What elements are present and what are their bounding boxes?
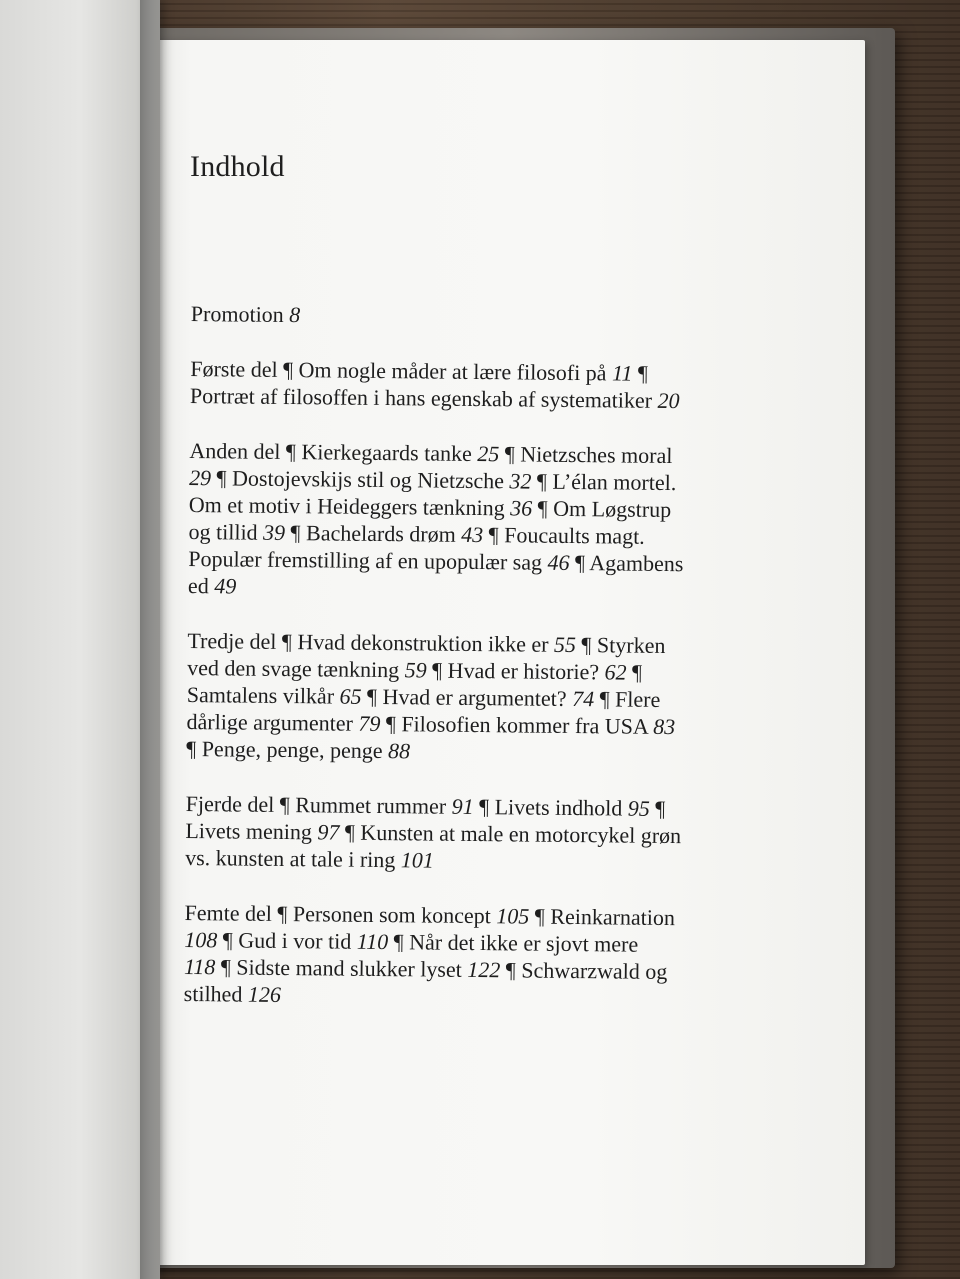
toc-entry — [188, 437, 720, 605]
toc-text: ¶ Reinkarnation — [529, 903, 676, 931]
toc-text: Femte del ¶ Personen som koncept — [184, 899, 497, 929]
toc-entry — [184, 899, 715, 1013]
toc-text: ¶ Livets indhold — [473, 793, 628, 821]
page-number: 39 — [263, 519, 286, 545]
page-number: 49 — [214, 573, 237, 599]
toc-entry — [191, 300, 721, 333]
page-number: 91 — [451, 793, 474, 819]
toc-text: Anden del ¶ Kierkegaards tanke — [189, 437, 478, 467]
page-number: 20 — [657, 387, 680, 414]
toc-text: ¶ Flere — [594, 686, 661, 712]
page-number: 108 — [184, 926, 218, 953]
page-number: 88 — [387, 738, 411, 764]
toc-text: ved den svage tænkning — [187, 654, 405, 683]
page-number: 32 — [509, 468, 532, 494]
page-number: 95 — [627, 795, 650, 821]
toc-text: ¶ — [649, 795, 666, 821]
page-number: 62 — [604, 659, 627, 685]
page-number: 43 — [461, 521, 484, 548]
toc-text: ¶ Foucaults magt. — [483, 522, 645, 549]
toc-text: ¶ — [626, 659, 643, 685]
page-gutter-shadow — [140, 0, 164, 1279]
toc-text: ¶ Sidste mand slukker lyset — [215, 954, 468, 982]
toc-text: ¶ — [632, 360, 648, 386]
toc-text: ¶ Filosofien kommer fra USA — [380, 711, 654, 739]
toc-entry — [190, 355, 721, 415]
toc-entry — [185, 790, 716, 877]
toc-text: ¶ Hvad er historie? — [426, 657, 605, 685]
toc-text: Fjerde del ¶ Rummet rummer — [185, 790, 452, 819]
toc-text: ¶ L’élan mortel. — [531, 468, 677, 496]
toc-text: ¶ Nietzsches moral — [499, 441, 673, 469]
toc-text: Samtalens vilkår — [186, 681, 340, 709]
toc-text: ed — [187, 572, 215, 599]
toc-text: ¶ Når det ikke er sjovt mere — [388, 929, 639, 957]
page-heading: Indhold — [190, 150, 285, 183]
left-page — [0, 0, 160, 1279]
page-number: 126 — [247, 981, 282, 1007]
toc-text: og tillid — [188, 518, 264, 545]
toc-text: ¶ Schwarzwald og — [500, 957, 668, 985]
page-number: 83 — [653, 713, 676, 740]
page-number: 25 — [477, 441, 500, 467]
toc-text: ¶ Bachelards drøm — [285, 519, 462, 547]
page-number: 110 — [356, 928, 389, 955]
toc-line — [185, 844, 715, 877]
toc-text: ¶ Hvad er argumentet? — [361, 683, 573, 712]
toc-text: dårlige argumenter — [186, 708, 359, 736]
page-number: 46 — [547, 549, 570, 575]
toc-text: Portræt af filosoffen i hans egenskab af systematiker — [189, 382, 658, 413]
toc-text: Om et motiv i Heideggers tænkning — [188, 491, 511, 521]
page-number: 8 — [289, 302, 301, 328]
toc-text: Livets mening — [185, 817, 318, 845]
toc-text: stilhed — [183, 980, 249, 1007]
toc-line — [184, 980, 714, 1013]
toc-text: ¶ Dostojevskijs stil og Nietzsche — [211, 465, 510, 494]
table-of-contents — [183, 300, 721, 1041]
page-number: 79 — [358, 710, 381, 737]
page-number: 105 — [496, 903, 530, 929]
page-number: 11 — [611, 360, 633, 386]
toc-line — [186, 735, 716, 768]
toc-text: Promotion — [190, 300, 290, 328]
toc-text: Populær fremstilling af en upopulær sag — [188, 545, 548, 575]
toc-text: Første del ¶ Om nogle måder at lære filosofi på — [190, 355, 613, 386]
page-number: 122 — [467, 956, 501, 983]
toc-text: Tredje del ¶ Hvad dekonstruktion ikke er — [187, 627, 555, 657]
toc-line — [188, 545, 718, 578]
page-number: 29 — [189, 464, 212, 491]
toc-text: ¶ Om Løgstrup — [532, 495, 672, 523]
page-number: 74 — [572, 686, 595, 712]
page-number: 55 — [553, 631, 577, 658]
toc-line — [188, 572, 718, 605]
page-number: 36 — [510, 495, 533, 521]
toc-text: ¶ Penge, penge, penge — [186, 735, 389, 764]
toc-line — [191, 300, 721, 333]
page-number: 118 — [183, 953, 216, 980]
page-number: 65 — [339, 683, 362, 709]
toc-line — [190, 382, 720, 415]
toc-entry — [186, 627, 717, 768]
toc-text: vs. kunsten at tale i ring — [185, 844, 401, 873]
toc-text: ¶ Agambens — [569, 549, 684, 577]
toc-text: ¶ Gud i vor tid — [217, 927, 357, 954]
page-number: 59 — [404, 657, 427, 683]
toc-text: ¶ Kunsten at male en motorcykel grøn — [339, 819, 682, 849]
page-number: 97 — [317, 819, 340, 845]
toc-text: ¶ Styrken — [575, 632, 666, 658]
page-number: 101 — [400, 847, 434, 873]
